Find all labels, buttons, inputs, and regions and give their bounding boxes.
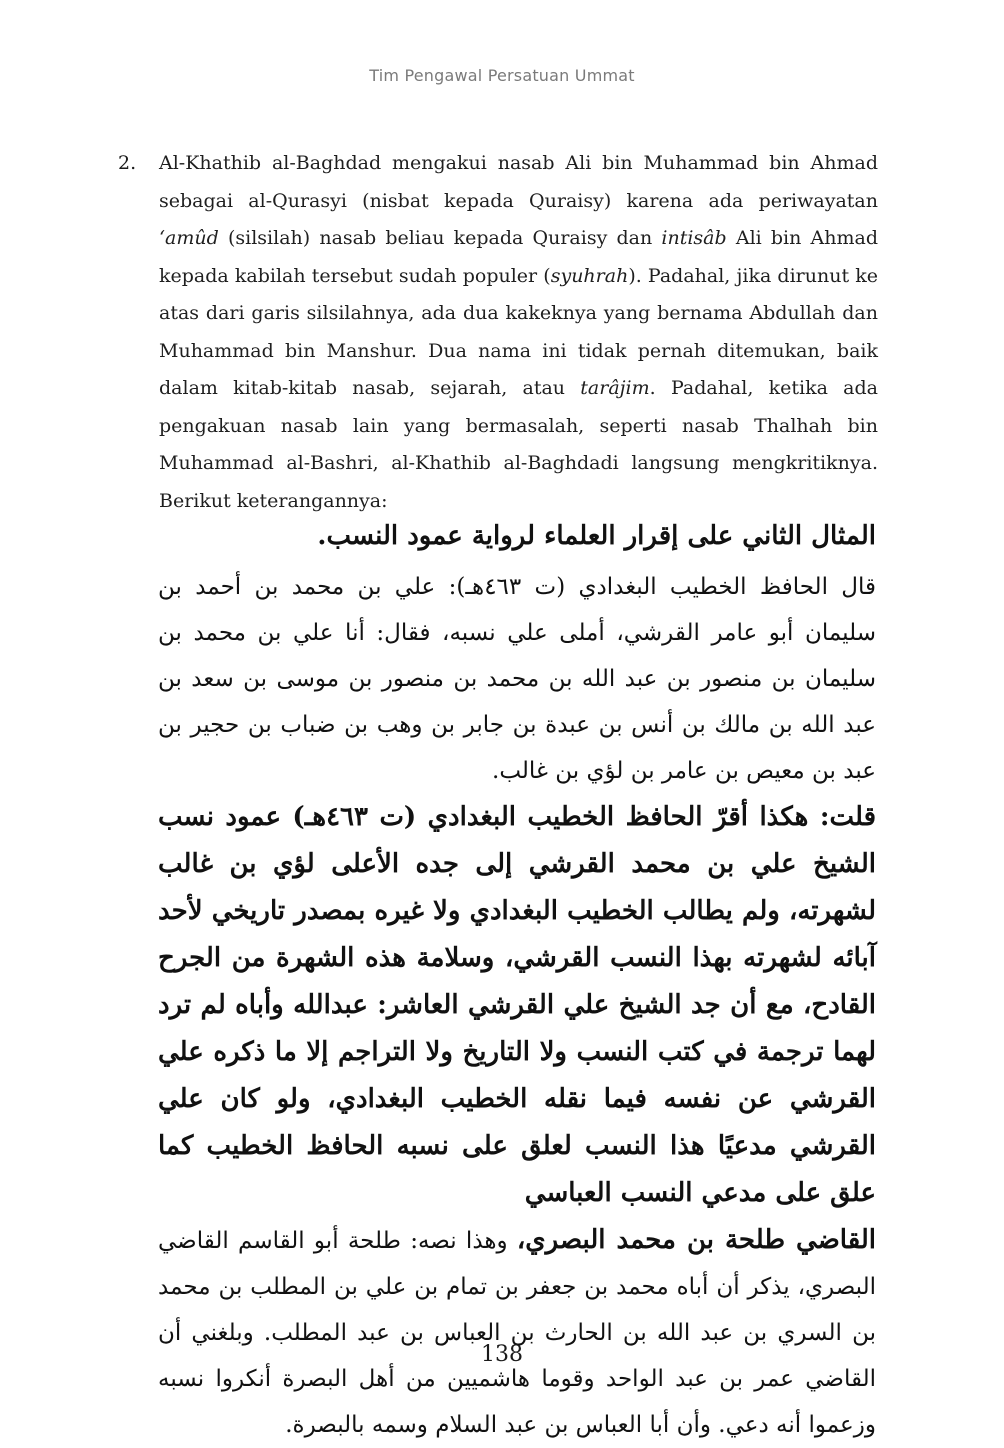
text-segment: ). Padahal, jika dirunut ke atas dari garis silsilahnya, ada dua kakeknya yang bernama Abdullah dan Muhammad bin Manshur. Dua nama ini tidak pernah ditemukan, baik dalam kitab-kitab nasab, sejarah, atau: [159, 264, 878, 399]
list-item-number: 2.: [118, 152, 137, 174]
text-segment: . Padahal, ketika ada pengakuan nasab lain yang bermasalah, seperti nasab Thalhah bin Muhammad al-Bashri, al-Khathib al-Baghdadi langsung mengkritiknya. Berikut keterangannya:: [159, 377, 879, 512]
arabic-heading: المثال الثاني على إقرار العلماء لرواية عمود النسب.: [317, 521, 876, 551]
page-number: 138: [481, 1342, 523, 1367]
italic-term: intisâb: [661, 227, 727, 249]
text-segment: Al-Khathib al-Baghdad mengakui nasab Ali bin Muhammad bin Ahmad sebagai al-Qurasyi (nisbat kepada Quraisy) karena ada periwayatan: [159, 152, 878, 212]
italic-term: tarâjim: [580, 377, 650, 399]
arabic-quote-paragraph: قال الحافظ الخطيب البغدادي (ت ٤٦٣هـ): علي بن محمد بن أحمد بن سليمان أبو عامر القرشي، أملى علي نسبه، فقال: أنا علي بن محمد بن سليمان بن منصور بن عبد الله بن محمد بن منصور بن موسى بن سعد بن عبد الله بن مالك بن أنس بن عبدة بن جابر بن وهب بن ضباب بن حجير بن عبد بن معيص بن عامر بن لؤي بن غالب.: [158, 574, 876, 784]
arabic-bold-name: القاضي طلحة بن محمد البصري،: [516, 1225, 876, 1255]
arabic-commentary: قلت: هكذا أقرّ الحافظ الخطيب البغدادي (ت ٤٦٣هـ) عمود نسب الشيخ علي بن محمد القرشي إلى جده الأعلى لؤي بن غالب لشهرته، ولم يطالب الخطيب البغدادي ولا غيره بمصدر تاريخي لأحد آبائه لشهرته بهذا النسب القرشي، وسلامة هذه الشهرة من الجرح القادح، مع أن جد الشيخ علي القرشي العاشر: عبدالله وأباه لم ترد لهما ترجمة في كتب النسب ولا التاريخ ولا التراجم إلا ما ذكره علي القرشي عن نفسه فيما نقله الخطيب البغدادي، ولو كان علي القرشي مدعيًا هذا النسب لعلق على نسبه الحافظ الخطيب كما علق على مدعي النسب العباسي: [158, 802, 877, 1208]
italic-term: syuhrah: [550, 264, 629, 287]
text-segment: (silsilah) nasab beliau kepada Quraisy dan: [218, 227, 662, 249]
text-segment: Ali bin Ahmad kepada kabilah tersebut sudah populer (: [159, 227, 879, 287]
numbered-list-item: [118, 145, 878, 520]
arabic-quotation-block: [158, 512, 876, 1448]
italic-term: ‘amûd: [159, 227, 219, 249]
arabic-final-text: وهذا نصه: طلحة أبو القاسم القاضي البصري، يذكر أن أباه محمد بن جعفر بن تمام بن علي بن المطلب بن محمد بن السري بن عبد الله بن الحارث بن العباس بن عبد المطلب. وبلغني أن القاضي عمر بن عبد الواحد وقوما هاشميين من أهل البصرة أنكروا نسبه وزعموا أنه دعي. وأن أبا العباس بن عبد السلام وسمه بالبصرة.: [158, 1228, 876, 1438]
list-item-paragraph: [159, 145, 878, 520]
arabic-final-paragraph: [158, 1217, 876, 1448]
running-header: Tim Pengawal Persatuan Ummat: [369, 66, 635, 85]
